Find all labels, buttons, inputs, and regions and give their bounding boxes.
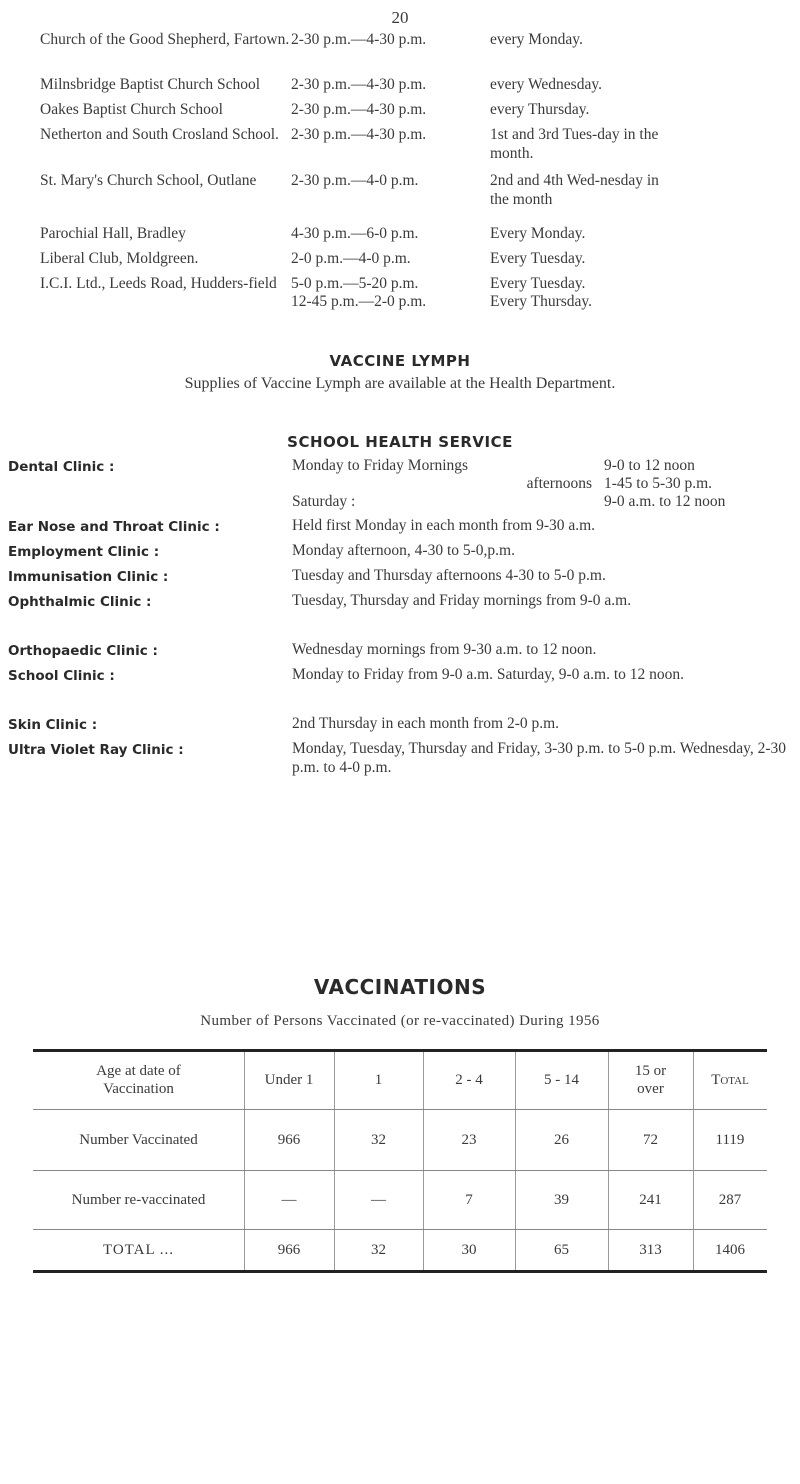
table-cell: 966	[277, 1132, 301, 1148]
table-row-label: Number Vaccinated	[79, 1132, 198, 1148]
schedule-day: Every Monday.	[490, 225, 586, 242]
dental-line3-a: Saturday :	[292, 493, 356, 510]
clinic-hours: Held first Monday in each month from 9-30 a.m.	[292, 517, 596, 534]
clinic-label: Skin Clinic :	[8, 717, 98, 733]
page-number: 20	[391, 8, 409, 27]
schedule-day: Every Thursday.	[490, 293, 593, 310]
table-cell: —	[281, 1192, 297, 1208]
column-header: 5 - 14	[544, 1072, 579, 1088]
dental-line3-b: 9-0 a.m. to 12 noon	[604, 493, 726, 510]
clinic-label: Employment Clinic :	[8, 544, 160, 560]
table-cell: 966	[277, 1242, 301, 1258]
school-health-heading: SCHOOL HEALTH SERVICE	[287, 433, 513, 451]
clinic-label: Ear Nose and Throat Clinic :	[8, 519, 220, 535]
table-cell: 32	[371, 1242, 386, 1258]
table-cell: 39	[554, 1192, 569, 1208]
table-cell: 30	[461, 1242, 477, 1258]
schedule-place: Parochial Hall, Bradley	[40, 225, 186, 242]
vaccine-lymph-heading: VACCINE LYMPH	[329, 352, 471, 370]
schedule-day: every Monday.	[490, 31, 583, 48]
dental-line1-b: 9-0 to 12 noon	[604, 457, 695, 474]
column-header: Total	[711, 1072, 749, 1088]
clinic-label: School Clinic :	[8, 668, 115, 684]
schedule-time: 2-30 p.m.—4-30 p.m.	[291, 126, 427, 143]
schedule-place: I.C.I. Ltd., Leeds Road, Hudders-field	[40, 275, 277, 292]
column-header: 15 or over	[634, 1063, 667, 1097]
dental-clinic-label: Dental Clinic :	[8, 459, 115, 475]
dental-line2-a: afternoons	[526, 475, 592, 492]
schedule-place: Liberal Club, Moldgreen.	[40, 250, 199, 267]
schedule-day: Every Tuesday.	[490, 250, 586, 267]
vaccinations-heading: VACCINATIONS	[313, 975, 487, 999]
clinic-label: Immunisation Clinic :	[8, 569, 169, 585]
dental-line1-a: Monday to Friday Mornings	[292, 457, 469, 474]
clinic-label: Ultra Violet Ray Clinic :	[8, 742, 184, 758]
schedule-place: Oakes Baptist Church School	[40, 101, 223, 118]
schedule-place: Milnsbridge Baptist Church School	[40, 76, 261, 93]
table-cell: 287	[718, 1192, 742, 1208]
clinic-hours: Tuesday, Thursday and Friday mornings from 9-0 a.m.	[292, 592, 632, 609]
column-header: Under 1	[264, 1072, 314, 1088]
table-row-label: Number re-vaccinated	[71, 1192, 206, 1208]
clinic-label: Orthopaedic Clinic :	[8, 643, 158, 659]
schedule-time: 2-0 p.m.—4-0 p.m.	[291, 250, 411, 267]
schedule-day: 1st and 3rd Tues-day in the month.	[490, 126, 659, 162]
schedule-time: 5-0 p.m.—5-20 p.m.	[291, 275, 419, 292]
dental-line2-b: 1-45 to 5-30 p.m.	[604, 475, 713, 492]
schedule-day: every Thursday.	[490, 101, 590, 118]
table-cell: 313	[639, 1242, 662, 1258]
schedule-time: 2-30 p.m.—4-30 p.m.	[291, 31, 427, 48]
schedule-day: every Wednesday.	[490, 76, 602, 93]
table-cell: 26	[554, 1132, 569, 1148]
table-row-label: TOTAL ...	[102, 1242, 175, 1258]
column-header: Age at date of Vaccination	[96, 1063, 181, 1097]
vaccinations-table	[33, 1049, 767, 1273]
schedule-time: 12-45 p.m.—2-0 p.m.	[291, 293, 427, 310]
clinic-hours: Wednesday mornings from 9-30 a.m. to 12 noon.	[292, 641, 597, 658]
schedule-time: 4-30 p.m.—6-0 p.m.	[291, 225, 419, 242]
table-cell: 1406	[715, 1242, 745, 1258]
schedule-day: Every Tuesday.	[490, 275, 586, 292]
table-cell: 72	[643, 1132, 658, 1148]
table-cell: 32	[371, 1132, 386, 1148]
schedule-time: 2-30 p.m.—4-30 p.m.	[291, 101, 427, 118]
clinic-label: Ophthalmic Clinic :	[8, 594, 152, 610]
vaccinations-subheading: Number of Persons Vaccinated (or re-vaccinated) During 1956	[200, 1013, 600, 1029]
clinic-hours: Monday to Friday from 9-0 a.m. Saturday, 9-0 a.m. to 12 noon.	[292, 666, 685, 683]
table-cell: 7	[465, 1192, 473, 1208]
table-cell: —	[371, 1192, 386, 1208]
clinic-hours: Monday, Tuesday, Thursday and Friday, 3-30 p.m. to 5-0 p.m. Wednesday, 2-30 p.m. to 4-0 p.m.	[292, 740, 786, 776]
clinic-hours: Tuesday and Thursday afternoons 4-30 to 5-0 p.m.	[292, 567, 606, 584]
clinic-hours: Monday afternoon, 4-30 to 5-0,p.m.	[292, 542, 515, 559]
column-header: 2 - 4	[455, 1072, 483, 1088]
table-cell: 23	[461, 1132, 477, 1148]
table-cell: 65	[554, 1242, 569, 1258]
schedule-place: St. Mary's Church School, Outlane	[40, 172, 257, 189]
vaccine-lymph-text: Supplies of Vaccine Lymph are available at the Health Department.	[184, 375, 616, 392]
table-cell: 1119	[715, 1132, 745, 1148]
schedule-place: Netherton and South Crosland School.	[40, 126, 279, 143]
schedule-place: Church of the Good Shepherd, Fartown.	[40, 31, 290, 48]
schedule-time: 2-30 p.m.—4-30 p.m.	[291, 76, 427, 93]
clinic-hours: 2nd Thursday in each month from 2-0 p.m.	[292, 715, 560, 732]
table-cell: 241	[639, 1192, 662, 1208]
schedule-day: 2nd and 4th Wed-nesday in the month	[490, 172, 659, 208]
column-header: 1	[374, 1072, 383, 1088]
schedule-time: 2-30 p.m.—4-0 p.m.	[291, 172, 419, 189]
